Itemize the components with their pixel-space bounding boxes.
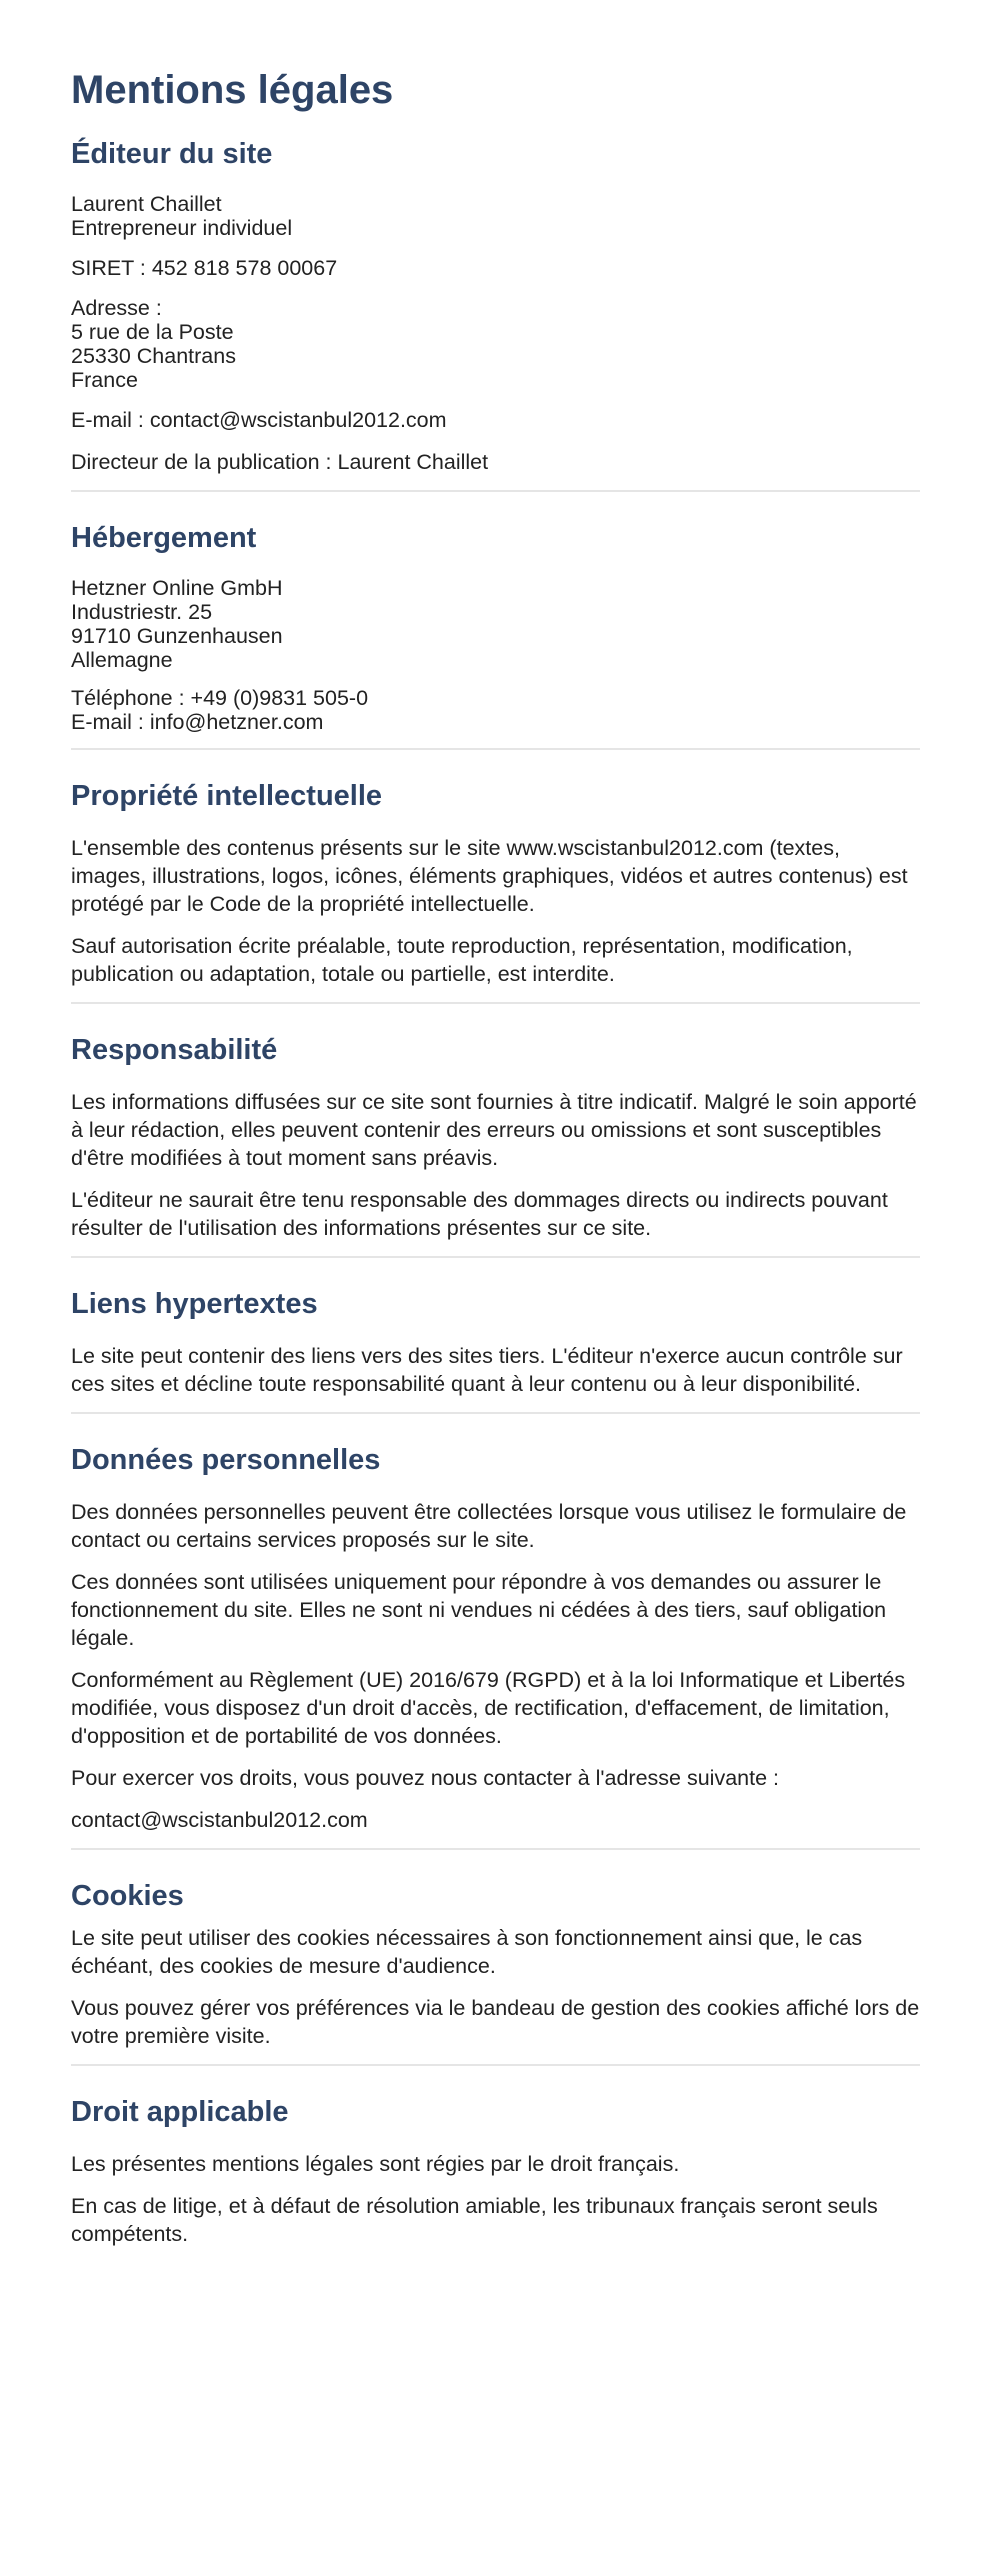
section-divider — [71, 1848, 920, 1850]
editor-email-line — [71, 406, 920, 434]
section-heading-editor: Éditeur du site — [71, 138, 273, 170]
address-street: 5 rue de la Poste — [71, 320, 234, 344]
editor-address — [71, 296, 920, 392]
personal-data-email-link[interactable]: contact@wscistanbul2012.com — [71, 1808, 368, 1832]
section-heading-intellectual-property: Propriété intellectuelle — [71, 780, 383, 812]
paragraph: Des données personnelles peuvent être collectées lorsque vous utilisez le formulaire de contact ou certains services proposés sur le site. — [71, 1500, 907, 1552]
section-heading-hosting: Hébergement — [71, 522, 257, 554]
editor-director: Directeur de la publication : Laurent Chaillet — [71, 450, 489, 474]
paragraph: L'ensemble des contenus présents sur le site www.wscistanbul2012.com (textes, images, illustrations, logos, icônes, éléments graphiques, vidéos et autres contenus) est protégé par le Code de la propriété intellectuelle. — [71, 836, 908, 916]
section-divider — [71, 748, 920, 750]
editor-status: Entrepreneur individuel — [71, 216, 293, 240]
address-country: France — [71, 368, 138, 392]
paragraph: L'éditeur ne saurait être tenu responsable des dommages directs ou indirects pouvant résulter de l'utilisation des informations présentes sur ce site. — [71, 1188, 888, 1240]
section-divider — [71, 1002, 920, 1004]
section-heading-applicable-law: Droit applicable — [71, 2096, 289, 2128]
section-cookies — [71, 1878, 920, 2050]
editor-email-label: E-mail : — [71, 408, 150, 432]
hosting-address — [71, 576, 920, 672]
section-heading-liability: Responsabilité — [71, 1034, 278, 1066]
hosting-email-line — [71, 710, 920, 734]
section-divider — [71, 2064, 920, 2066]
paragraph: Le site peut utiliser des cookies nécessaires à son fonctionnement ainsi que, le cas échéant, des cookies de mesure d'audience. — [71, 1926, 863, 1978]
section-editor — [71, 136, 920, 476]
paragraph: Le site peut contenir des liens vers des sites tiers. L'éditeur n'exerce aucun contrôle sur ces sites et décline toute responsabilité quant à leur contenu ou à leur disponibilité. — [71, 1344, 903, 1396]
section-heading-hyperlinks: Liens hypertextes — [71, 1288, 318, 1320]
paragraph: Pour exercer vos droits, vous pouvez nous contacter à l'adresse suivante : — [71, 1766, 779, 1790]
editor-email-link[interactable]: contact@wscistanbul2012.com — [149, 408, 447, 432]
section-liability — [71, 1032, 920, 1242]
hosting-phone: Téléphone : +49 (0)9831 505-0 — [71, 686, 369, 710]
editor-name: Laurent Chaillet — [71, 192, 222, 216]
address-city: 25330 Chantrans — [71, 344, 236, 368]
section-hyperlinks — [71, 1286, 920, 1398]
section-personal-data — [71, 1442, 920, 1834]
paragraph: Les informations diffusées sur ce site sont fournies à titre indicatif. Malgré le soin apporté à leur rédaction, elles peuvent contenir des erreurs ou omissions et sont susceptibles d'être modifiées à tout moment sans préavis. — [71, 1090, 917, 1170]
section-heading-cookies: Cookies — [71, 1880, 184, 1912]
hosting-email-link[interactable]: info@hetzner.com — [149, 710, 324, 734]
page-title: Mentions légales — [71, 68, 394, 112]
paragraph: Les présentes mentions légales sont régies par le droit français. — [71, 2152, 680, 2176]
section-divider — [71, 490, 920, 492]
paragraph: Vous pouvez gérer vos préférences via le bandeau de gestion des cookies affiché lors de votre première visite. — [71, 1996, 920, 2048]
hosting-city: 91710 Gunzenhausen — [71, 624, 283, 648]
paragraph: Sauf autorisation écrite préalable, toute reproduction, représentation, modification, publication ou adaptation, totale ou partielle, est interdite. — [71, 934, 853, 986]
section-divider — [71, 1412, 920, 1414]
hosting-street: Industriestr. 25 — [71, 600, 213, 624]
paragraph: En cas de litige, et à défaut de résolution amiable, les tribunaux français seront seuls compétents. — [71, 2194, 878, 2246]
section-divider — [71, 1256, 920, 1258]
editor-identity — [71, 192, 920, 240]
hosting-email-label: E-mail : — [71, 710, 150, 734]
section-heading-personal-data: Données personnelles — [71, 1444, 381, 1476]
personal-data-email-line — [71, 1806, 920, 1834]
hosting-company: Hetzner Online GmbH — [71, 576, 283, 600]
section-intellectual-property — [71, 778, 920, 988]
paragraph: Conformément au Règlement (UE) 2016/679 (RGPD) et à la loi Informatique et Libertés modifiée, vous disposez d'un droit d'accès, de rectification, d'effacement, de limitation, d'opposition et de portabilité de vos données. — [71, 1668, 906, 1748]
section-applicable-law — [71, 2094, 920, 2248]
address-label: Adresse : — [71, 296, 162, 320]
section-hosting — [71, 520, 920, 734]
hosting-country: Allemagne — [71, 648, 173, 672]
paragraph: Ces données sont utilisées uniquement pour répondre à vos demandes ou assurer le fonctionnement du site. Elles ne sont ni vendues ni cédées à des tiers, sauf obligation légale. — [71, 1570, 887, 1650]
editor-siret: SIRET : 452 818 578 00067 — [71, 256, 338, 280]
hosting-contact — [71, 686, 920, 734]
